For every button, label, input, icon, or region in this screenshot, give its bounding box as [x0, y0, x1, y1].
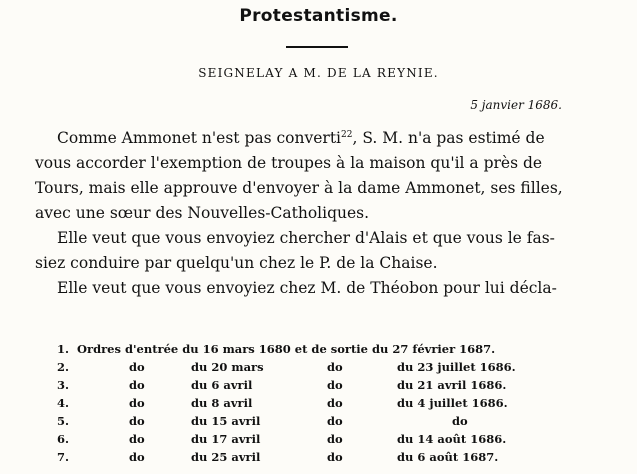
text-line: Elle veut que vous envoyiez chez M. de Théobon pour lui décla-: [57, 279, 557, 297]
text-line: avec une sœur des Nouvelles-Catholiques.: [35, 204, 370, 222]
letter-date: 5 janvier 1686.: [470, 98, 562, 112]
paragraph-1: [35, 126, 605, 226]
text-line: Elle veut que vous envoyiez chercher d'Alais et que vous le fas-: [57, 229, 555, 247]
heading-rule: [286, 46, 348, 48]
paragraph-3: [35, 276, 605, 301]
document-page: Protestantisme. SEIGNELAY A M. DE LA REYNIE. 5 janvier 1686. Comme Ammonet n'est pas converti$^{22}$, S. M. n'a pas estimé de vous accorder l'exemption de troupes à la maison qu'il a près de Tours, mais elle approuve d'envoyer à la dame Ammonet, ses filles, avec une sœur des Nouvelles-Catholiques. Elle veut que vous envoyiez chercher d'Alais et que vous le fas- siez conduire par quelqu'un chez le P. de la Chaise. Elle veut que vous envoyiez chez M. de Théobon pour lui décla- 1. Ordres d'entrée du 16 mars 1680 et de sortie du 27 février 1687. 2. do du 20 mars do du 23 juillet 1686. 3. do du 6 avril do du 21 avril 1686. 4. do du 8 avril do du 4 juillet 1686. 5. do du 15 avril do do 6. do du 17 avril do du 14 août 1686. 7. do du 25 avril do du 6 août 1687.: [0, 0, 637, 474]
footnote-ref: 22: [341, 129, 353, 140]
text-line: vous accorder l'exemption de troupes à la maison qu'il a près de: [35, 154, 543, 172]
text-line: siez conduire par quelqu'un chez le P. de la Chaise.: [35, 254, 438, 272]
paragraph-2: [35, 226, 605, 276]
page-heading: Protestantisme.: [239, 6, 398, 26]
text-line: Tours, mais elle approuve d'envoyer à la dame Ammonet, ses filles,: [35, 179, 563, 197]
text-line: Comme Ammonet n'est pas converti$^{22}$, S. M. n'a pas estimé de: [57, 129, 545, 147]
letter-title: SEIGNELAY A M. DE LA REYNIE.: [198, 66, 439, 80]
